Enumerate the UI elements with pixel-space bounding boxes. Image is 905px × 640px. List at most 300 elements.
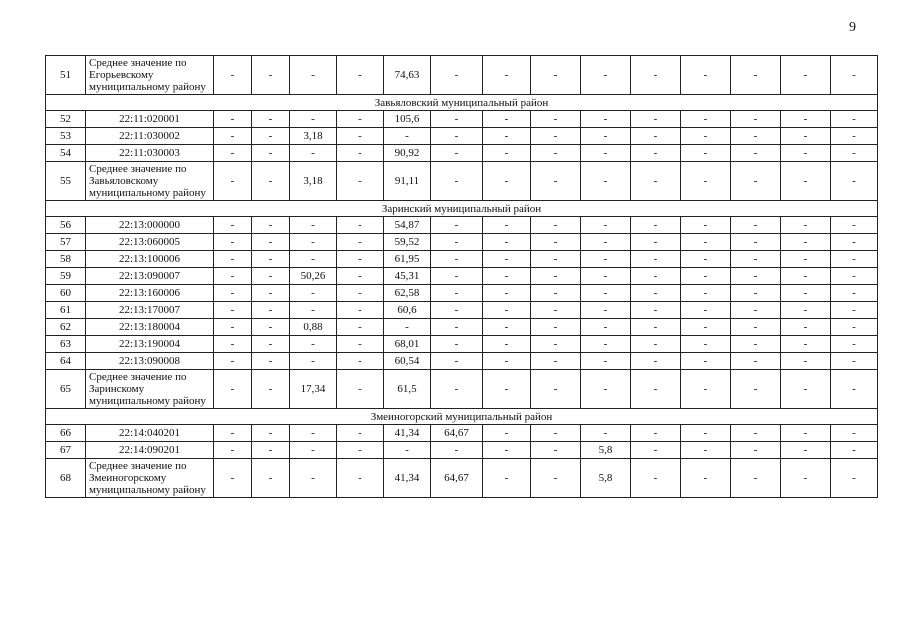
value-cell: - bbox=[252, 285, 290, 302]
value-cell: - bbox=[631, 425, 681, 442]
value-cell: - bbox=[781, 353, 831, 370]
value-cell: - bbox=[252, 217, 290, 234]
value-cell: - bbox=[731, 302, 781, 319]
value-cell: - bbox=[483, 302, 531, 319]
cadastral-code: 22:11:030002 bbox=[86, 128, 214, 145]
value-cell: - bbox=[581, 128, 631, 145]
value-cell: - bbox=[781, 285, 831, 302]
cadastral-code: 22:13:100006 bbox=[86, 251, 214, 268]
value-cell: - bbox=[431, 302, 483, 319]
value-cell: - bbox=[531, 56, 581, 95]
row-number: 58 bbox=[46, 251, 86, 268]
cadastral-code: 22:13:090007 bbox=[86, 268, 214, 285]
value-cell: - bbox=[581, 370, 631, 409]
value-cell: - bbox=[290, 459, 337, 498]
value-cell: - bbox=[631, 217, 681, 234]
value-cell: - bbox=[831, 353, 878, 370]
value-cell: - bbox=[214, 234, 252, 251]
value-cell: - bbox=[531, 442, 581, 459]
value-cell: 50,26 bbox=[290, 268, 337, 285]
value-cell: - bbox=[214, 111, 252, 128]
row-number: 60 bbox=[46, 285, 86, 302]
value-cell: - bbox=[337, 217, 384, 234]
value-cell: - bbox=[731, 251, 781, 268]
value-cell: - bbox=[337, 425, 384, 442]
value-cell: 90,92 bbox=[384, 145, 431, 162]
value-cell: - bbox=[531, 145, 581, 162]
value-cell: - bbox=[781, 442, 831, 459]
row-number: 53 bbox=[46, 128, 86, 145]
value-cell: 64,67 bbox=[431, 425, 483, 442]
value-cell: - bbox=[214, 336, 252, 353]
row-number: 62 bbox=[46, 319, 86, 336]
value-cell: - bbox=[483, 128, 531, 145]
row-number: 56 bbox=[46, 217, 86, 234]
cadastral-code: 22:13:060005 bbox=[86, 234, 214, 251]
value-cell: - bbox=[483, 336, 531, 353]
value-cell: - bbox=[681, 302, 731, 319]
value-cell: - bbox=[252, 251, 290, 268]
value-cell: - bbox=[631, 285, 681, 302]
value-cell: - bbox=[681, 370, 731, 409]
value-cell: - bbox=[531, 234, 581, 251]
value-cell: - bbox=[252, 370, 290, 409]
table-row bbox=[46, 268, 878, 285]
value-cell: - bbox=[731, 459, 781, 498]
value-cell: - bbox=[252, 56, 290, 95]
cadastral-code: 22:14:090201 bbox=[86, 442, 214, 459]
value-cell: - bbox=[831, 425, 878, 442]
average-label: Среднее значение по Егорьевскому муниципальному району bbox=[86, 56, 214, 95]
value-cell: - bbox=[781, 336, 831, 353]
value-cell: - bbox=[831, 319, 878, 336]
value-cell: - bbox=[290, 217, 337, 234]
value-cell: - bbox=[731, 162, 781, 201]
value-cell: - bbox=[781, 459, 831, 498]
value-cell: 0,88 bbox=[290, 319, 337, 336]
value-cell: - bbox=[581, 319, 631, 336]
value-cell: - bbox=[337, 353, 384, 370]
value-cell: - bbox=[214, 370, 252, 409]
section-header-row bbox=[46, 95, 878, 111]
value-cell: - bbox=[681, 425, 731, 442]
value-cell: - bbox=[214, 425, 252, 442]
value-cell: - bbox=[214, 285, 252, 302]
section-header-row bbox=[46, 409, 878, 425]
value-cell: - bbox=[731, 319, 781, 336]
row-number: 61 bbox=[46, 302, 86, 319]
value-cell: 61,5 bbox=[384, 370, 431, 409]
section-header-row bbox=[46, 201, 878, 217]
value-cell: - bbox=[581, 234, 631, 251]
value-cell: - bbox=[483, 353, 531, 370]
table-row bbox=[46, 353, 878, 370]
value-cell: - bbox=[290, 442, 337, 459]
value-cell: - bbox=[290, 302, 337, 319]
value-cell: - bbox=[252, 336, 290, 353]
value-cell: - bbox=[631, 336, 681, 353]
value-cell: - bbox=[781, 145, 831, 162]
value-cell: - bbox=[681, 145, 731, 162]
value-cell: - bbox=[431, 442, 483, 459]
value-cell: - bbox=[214, 268, 252, 285]
value-cell: - bbox=[731, 336, 781, 353]
value-cell: - bbox=[290, 336, 337, 353]
value-cell: - bbox=[681, 285, 731, 302]
value-cell: - bbox=[731, 268, 781, 285]
table-row bbox=[46, 302, 878, 319]
value-cell: - bbox=[781, 370, 831, 409]
value-cell: - bbox=[631, 145, 681, 162]
value-cell: - bbox=[531, 128, 581, 145]
value-cell: - bbox=[681, 56, 731, 95]
value-cell: - bbox=[581, 145, 631, 162]
value-cell: - bbox=[483, 442, 531, 459]
table-row bbox=[46, 425, 878, 442]
table-row bbox=[46, 234, 878, 251]
value-cell: - bbox=[531, 302, 581, 319]
value-cell: - bbox=[531, 425, 581, 442]
section-title: Завьяловский муниципальный район bbox=[46, 95, 878, 111]
average-label: Среднее значение по Завьяловскому муниципальному району bbox=[86, 162, 214, 201]
value-cell: - bbox=[290, 56, 337, 95]
value-cell: - bbox=[631, 370, 681, 409]
value-cell: - bbox=[781, 56, 831, 95]
value-cell: - bbox=[431, 234, 483, 251]
value-cell: - bbox=[831, 459, 878, 498]
value-cell: - bbox=[681, 459, 731, 498]
value-cell: 62,58 bbox=[384, 285, 431, 302]
page-number: 9 bbox=[849, 20, 856, 35]
value-cell: - bbox=[214, 217, 252, 234]
value-cell: - bbox=[431, 370, 483, 409]
value-cell: - bbox=[831, 251, 878, 268]
value-cell: - bbox=[483, 251, 531, 268]
value-cell: - bbox=[483, 217, 531, 234]
value-cell: - bbox=[831, 217, 878, 234]
cadastral-code: 22:13:180004 bbox=[86, 319, 214, 336]
value-cell: - bbox=[531, 353, 581, 370]
value-cell: - bbox=[337, 370, 384, 409]
value-cell: - bbox=[581, 217, 631, 234]
value-cell: - bbox=[290, 251, 337, 268]
row-number: 65 bbox=[46, 370, 86, 409]
value-cell: - bbox=[214, 128, 252, 145]
value-cell: - bbox=[631, 268, 681, 285]
value-cell: - bbox=[731, 111, 781, 128]
value-cell: - bbox=[214, 251, 252, 268]
value-cell: - bbox=[581, 162, 631, 201]
value-cell: - bbox=[781, 302, 831, 319]
value-cell: - bbox=[831, 111, 878, 128]
value-cell: - bbox=[252, 319, 290, 336]
value-cell: - bbox=[781, 251, 831, 268]
value-cell: - bbox=[781, 268, 831, 285]
value-cell: - bbox=[431, 145, 483, 162]
value-cell: - bbox=[337, 111, 384, 128]
value-cell: - bbox=[431, 217, 483, 234]
value-cell: - bbox=[252, 302, 290, 319]
value-cell: - bbox=[483, 425, 531, 442]
value-cell: 41,34 bbox=[384, 459, 431, 498]
value-cell: - bbox=[252, 459, 290, 498]
value-cell: - bbox=[337, 145, 384, 162]
value-cell: - bbox=[731, 370, 781, 409]
value-cell: 61,95 bbox=[384, 251, 431, 268]
value-cell: - bbox=[483, 111, 531, 128]
section-title: Змеиногорский муниципальный район bbox=[46, 409, 878, 425]
value-cell: - bbox=[483, 459, 531, 498]
value-cell: - bbox=[731, 442, 781, 459]
row-number: 55 bbox=[46, 162, 86, 201]
value-cell: - bbox=[531, 370, 581, 409]
value-cell: - bbox=[581, 353, 631, 370]
value-cell: - bbox=[781, 425, 831, 442]
value-cell: - bbox=[631, 459, 681, 498]
value-cell: - bbox=[781, 111, 831, 128]
value-cell: - bbox=[631, 56, 681, 95]
value-cell: 64,67 bbox=[431, 459, 483, 498]
value-cell: - bbox=[681, 128, 731, 145]
value-cell: - bbox=[631, 319, 681, 336]
value-cell: - bbox=[214, 319, 252, 336]
value-cell: - bbox=[252, 425, 290, 442]
value-cell: - bbox=[731, 353, 781, 370]
value-cell: - bbox=[252, 111, 290, 128]
cadastral-code: 22:13:090008 bbox=[86, 353, 214, 370]
row-number: 51 bbox=[46, 56, 86, 95]
cadastral-code: 22:11:030003 bbox=[86, 145, 214, 162]
value-cell: - bbox=[214, 145, 252, 162]
value-cell: - bbox=[483, 319, 531, 336]
value-cell: - bbox=[431, 162, 483, 201]
value-cell: - bbox=[431, 128, 483, 145]
value-cell: - bbox=[214, 302, 252, 319]
value-cell: - bbox=[681, 319, 731, 336]
value-cell: - bbox=[384, 319, 431, 336]
table-row bbox=[46, 285, 878, 302]
value-cell: - bbox=[483, 162, 531, 201]
value-cell: - bbox=[214, 442, 252, 459]
value-cell: - bbox=[290, 285, 337, 302]
value-cell: - bbox=[252, 128, 290, 145]
value-cell: - bbox=[252, 162, 290, 201]
value-cell: - bbox=[290, 425, 337, 442]
table-row bbox=[46, 145, 878, 162]
value-cell: 60,54 bbox=[384, 353, 431, 370]
value-cell: - bbox=[290, 353, 337, 370]
value-cell: - bbox=[831, 442, 878, 459]
value-cell: 91,11 bbox=[384, 162, 431, 201]
average-row bbox=[46, 459, 878, 498]
value-cell: - bbox=[681, 217, 731, 234]
row-number: 64 bbox=[46, 353, 86, 370]
table-row bbox=[46, 111, 878, 128]
table-row bbox=[46, 336, 878, 353]
value-cell: - bbox=[731, 128, 781, 145]
value-cell: - bbox=[781, 162, 831, 201]
value-cell: - bbox=[681, 162, 731, 201]
row-number: 66 bbox=[46, 425, 86, 442]
value-cell: - bbox=[483, 145, 531, 162]
value-cell: 60,6 bbox=[384, 302, 431, 319]
value-cell: - bbox=[681, 111, 731, 128]
table-row bbox=[46, 319, 878, 336]
value-cell: 45,31 bbox=[384, 268, 431, 285]
value-cell: - bbox=[337, 285, 384, 302]
value-cell: - bbox=[731, 145, 781, 162]
cadastral-code: 22:13:190004 bbox=[86, 336, 214, 353]
value-cell: - bbox=[483, 56, 531, 95]
value-cell: - bbox=[731, 285, 781, 302]
row-number: 54 bbox=[46, 145, 86, 162]
value-cell: - bbox=[681, 234, 731, 251]
table-row bbox=[46, 128, 878, 145]
value-cell: - bbox=[831, 268, 878, 285]
value-cell: - bbox=[431, 251, 483, 268]
value-cell: - bbox=[631, 162, 681, 201]
value-cell: - bbox=[531, 268, 581, 285]
value-cell: - bbox=[731, 234, 781, 251]
cadastral-code: 22:13:170007 bbox=[86, 302, 214, 319]
cadastral-code: 22:13:160006 bbox=[86, 285, 214, 302]
value-cell: - bbox=[337, 128, 384, 145]
value-cell: - bbox=[781, 217, 831, 234]
value-cell: - bbox=[252, 145, 290, 162]
value-cell: 59,52 bbox=[384, 234, 431, 251]
value-cell: 105,6 bbox=[384, 111, 431, 128]
value-cell: - bbox=[252, 234, 290, 251]
value-cell: - bbox=[337, 336, 384, 353]
value-cell: - bbox=[531, 111, 581, 128]
value-cell: - bbox=[531, 319, 581, 336]
value-cell: - bbox=[631, 111, 681, 128]
value-cell: - bbox=[531, 285, 581, 302]
cadastral-code: 22:13:000000 bbox=[86, 217, 214, 234]
value-cell: - bbox=[631, 128, 681, 145]
table-row bbox=[46, 217, 878, 234]
value-cell: - bbox=[337, 234, 384, 251]
value-cell: - bbox=[581, 56, 631, 95]
value-cell: - bbox=[214, 459, 252, 498]
value-cell: - bbox=[431, 336, 483, 353]
value-cell: - bbox=[531, 336, 581, 353]
value-cell: - bbox=[581, 285, 631, 302]
value-cell: - bbox=[252, 353, 290, 370]
value-cell: - bbox=[337, 459, 384, 498]
value-cell: - bbox=[483, 234, 531, 251]
data-table bbox=[45, 55, 878, 498]
value-cell: 5,8 bbox=[581, 459, 631, 498]
value-cell: - bbox=[431, 319, 483, 336]
value-cell: - bbox=[681, 251, 731, 268]
value-cell: - bbox=[483, 268, 531, 285]
value-cell: - bbox=[531, 251, 581, 268]
value-cell: - bbox=[581, 425, 631, 442]
value-cell: - bbox=[290, 234, 337, 251]
value-cell: - bbox=[681, 353, 731, 370]
average-row bbox=[46, 56, 878, 95]
value-cell: - bbox=[337, 251, 384, 268]
row-number: 67 bbox=[46, 442, 86, 459]
value-cell: - bbox=[252, 268, 290, 285]
value-cell: - bbox=[384, 442, 431, 459]
value-cell: - bbox=[631, 353, 681, 370]
value-cell: - bbox=[337, 319, 384, 336]
value-cell: - bbox=[631, 234, 681, 251]
value-cell: - bbox=[681, 442, 731, 459]
value-cell: - bbox=[337, 442, 384, 459]
value-cell: - bbox=[531, 217, 581, 234]
value-cell: - bbox=[214, 353, 252, 370]
value-cell: - bbox=[631, 251, 681, 268]
row-number: 63 bbox=[46, 336, 86, 353]
value-cell: - bbox=[337, 268, 384, 285]
table-row bbox=[46, 442, 878, 459]
value-cell: - bbox=[252, 442, 290, 459]
value-cell: - bbox=[631, 302, 681, 319]
value-cell: - bbox=[337, 162, 384, 201]
value-cell: - bbox=[681, 336, 731, 353]
value-cell: - bbox=[431, 353, 483, 370]
value-cell: - bbox=[290, 111, 337, 128]
value-cell: - bbox=[581, 111, 631, 128]
value-cell: - bbox=[431, 56, 483, 95]
value-cell: - bbox=[831, 162, 878, 201]
value-cell: - bbox=[781, 234, 831, 251]
value-cell: - bbox=[681, 268, 731, 285]
value-cell: - bbox=[214, 56, 252, 95]
value-cell: - bbox=[731, 425, 781, 442]
value-cell: - bbox=[831, 370, 878, 409]
value-cell: 3,18 bbox=[290, 128, 337, 145]
value-cell: 41,34 bbox=[384, 425, 431, 442]
value-cell: 3,18 bbox=[290, 162, 337, 201]
value-cell: 68,01 bbox=[384, 336, 431, 353]
value-cell: - bbox=[581, 268, 631, 285]
value-cell: - bbox=[831, 56, 878, 95]
value-cell: - bbox=[531, 459, 581, 498]
value-cell: - bbox=[431, 268, 483, 285]
value-cell: - bbox=[831, 145, 878, 162]
average-label: Среднее значение по Заринскому муниципальному району bbox=[86, 370, 214, 409]
value-cell: - bbox=[831, 234, 878, 251]
value-cell: - bbox=[483, 285, 531, 302]
value-cell: 54,87 bbox=[384, 217, 431, 234]
value-cell: - bbox=[290, 145, 337, 162]
row-number: 57 bbox=[46, 234, 86, 251]
average-row bbox=[46, 162, 878, 201]
value-cell: - bbox=[214, 162, 252, 201]
value-cell: - bbox=[531, 162, 581, 201]
row-number: 68 bbox=[46, 459, 86, 498]
value-cell: 17,34 bbox=[290, 370, 337, 409]
value-cell: 74,63 bbox=[384, 56, 431, 95]
value-cell: - bbox=[781, 319, 831, 336]
average-label: Среднее значение по Змеиногорскому муниципальному району bbox=[86, 459, 214, 498]
value-cell: - bbox=[384, 128, 431, 145]
value-cell: - bbox=[781, 128, 831, 145]
value-cell: - bbox=[631, 442, 681, 459]
value-cell: - bbox=[831, 128, 878, 145]
section-title: Заринский муниципальный район bbox=[46, 201, 878, 217]
value-cell: - bbox=[731, 56, 781, 95]
value-cell: - bbox=[831, 336, 878, 353]
average-row bbox=[46, 370, 878, 409]
value-cell: - bbox=[337, 302, 384, 319]
table-row bbox=[46, 251, 878, 268]
row-number: 52 bbox=[46, 111, 86, 128]
